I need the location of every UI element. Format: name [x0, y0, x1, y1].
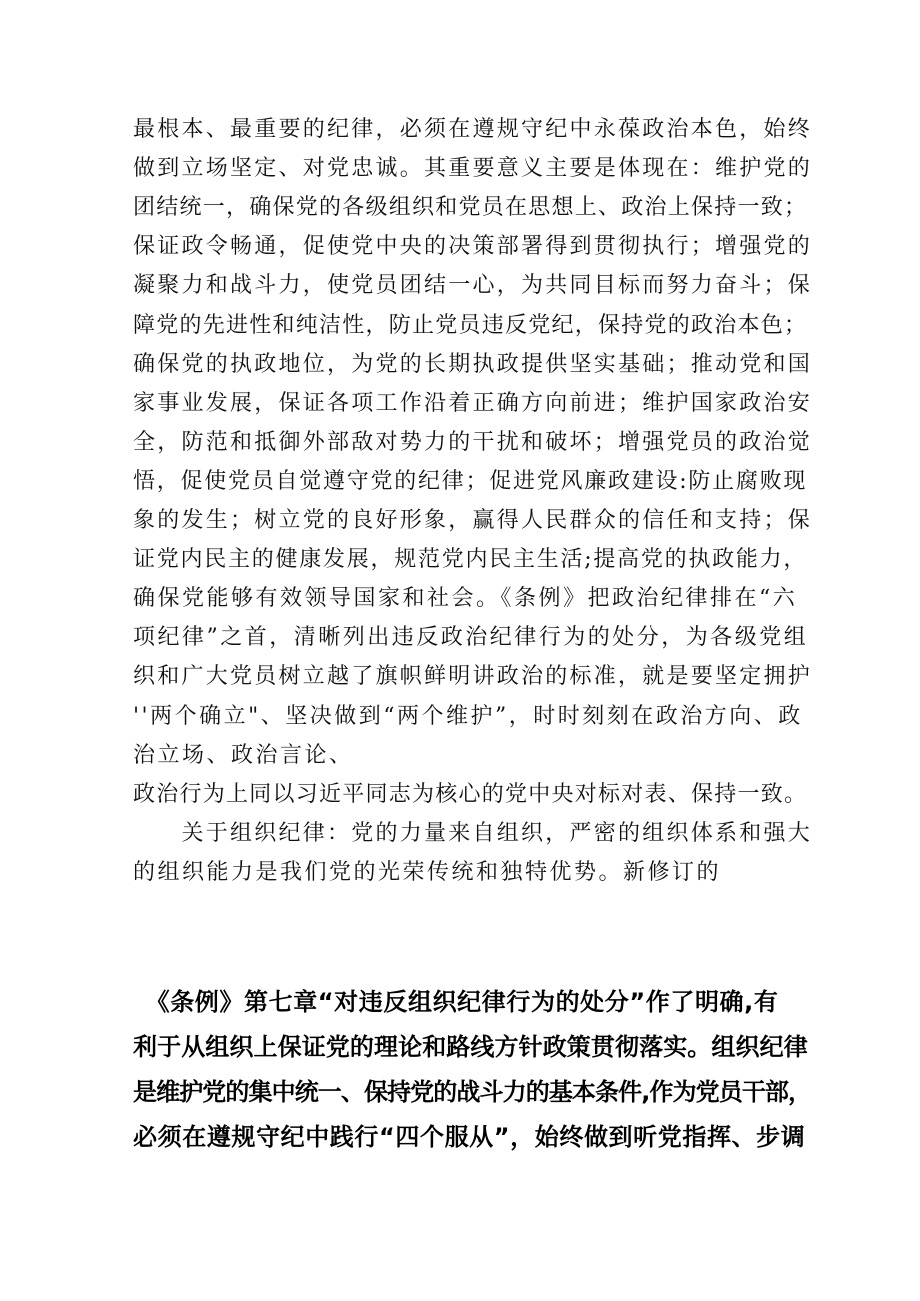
- text-line: 利于从组织上保证党的理论和路线方针政策贯彻落实。组织纪律: [133, 1033, 808, 1061]
- text-line: 织和广大党员树立越了旗帜鲜明讲政治的标准，就是要坚定拥护: [133, 664, 813, 690]
- text-line: 保证政令畅通，促使党中央的决策部署得到贯彻执行；增强党的: [133, 234, 813, 260]
- text-line: 证党内民主的健康发展，规范党内民主生活;提高党的执政能力，: [133, 547, 808, 573]
- text-line: 凝聚力和战斗力，使党员团结一心，为共同目标而努力奋斗；保: [133, 273, 813, 299]
- text-line: 象的发生；树立党的良好形象，赢得人民群众的信任和支持；保: [133, 508, 813, 533]
- text-line: ''两个确立"、坚决做到“两个维护”，时时刻刻在政治方向、政: [133, 703, 803, 729]
- text-line: 项纪律”之首，清晰列出违反政治纪律行为的处分，为各级党组: [133, 625, 809, 651]
- text-line: 障党的先进性和纯洁性，防止党员违反党纪，保持党的政治本色；: [133, 312, 808, 338]
- text-line: 治立场、政治言论、: [133, 742, 354, 768]
- text-line: 最根本、最重要的纪律，必须在遵规守纪中永葆政治本色，始终: [133, 117, 813, 142]
- text-line: 家事业发展，保证各项工作沿着正确方向前进；维护国家政治安: [133, 390, 813, 416]
- text-line: 必须在遵规守纪中践行“四个服从”，始终做到听党指挥、步调: [133, 1123, 806, 1151]
- text-line: 团结统一，确保党的各级组织和党员在思想上、政治上保持一致；: [133, 195, 808, 221]
- text-line: 做到立场坚定、对党忠诚。其重要意义主要是体现在：维护党的: [133, 156, 813, 182]
- text-line: 悟，促使党员自觉遵守党的纪律；促进党风廉政建设:防止腐败现: [133, 468, 808, 494]
- text-line: 确保党能够有效领导国家和社会。《条例》把政治纪律排在“六: [133, 586, 798, 612]
- text-line: 全，防范和抵御外部敌对势力的干扰和破坏；增强党员的政治觉: [133, 429, 813, 455]
- text-line: 政治行为上同以习近平同志为核心的党中央对标对表、保持一致。: [133, 781, 808, 807]
- text-line: 的组织能力是我们党的光荣传统和独特优势。新修订的: [133, 859, 722, 885]
- text-line: 关于组织纪律：党的力量来自组织，严密的组织体系和强大: [133, 820, 813, 846]
- text-line: 《条例》第七章“对违反组织纪律行为的处分”作了明确,有: [133, 988, 779, 1016]
- text-line: 是维护党的集中统一、保持党的战斗力的基本条件,作为党员干部，: [133, 1078, 812, 1106]
- text-line: 确保党的执政地位，为党的长期执政提供坚实基础；推动党和国: [133, 351, 813, 377]
